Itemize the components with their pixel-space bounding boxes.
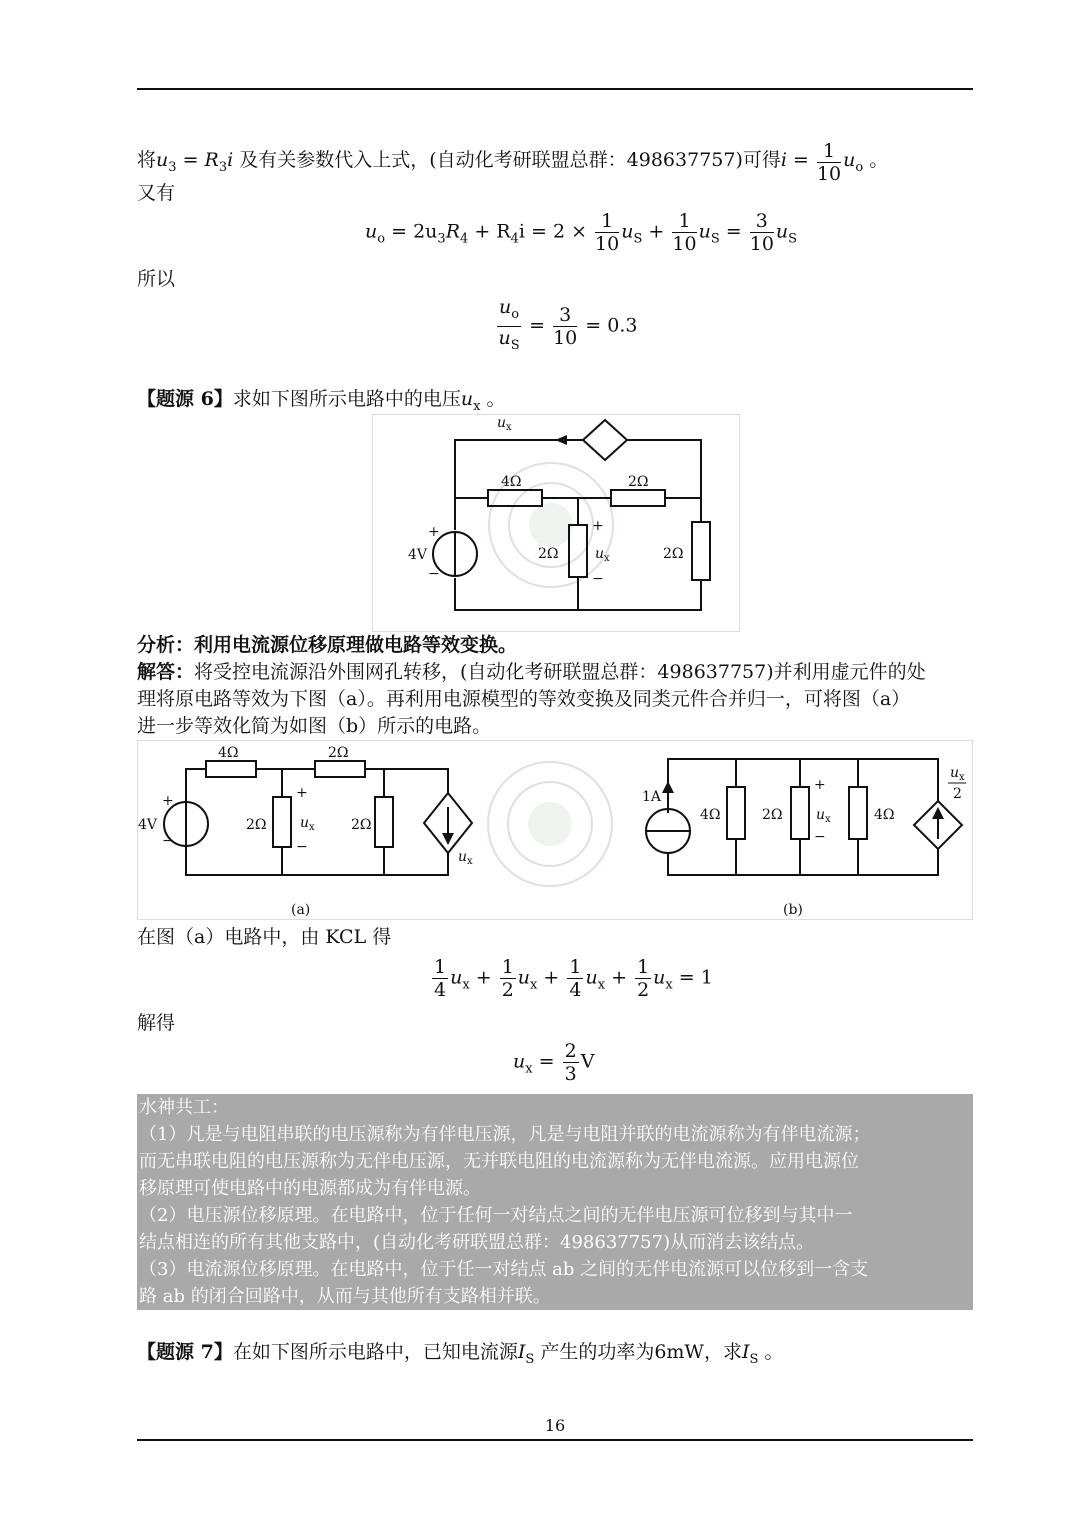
var: u: [498, 326, 511, 349]
var: u: [621, 220, 634, 243]
sub: x: [473, 398, 481, 414]
label-ux-mid-sub: x: [604, 553, 610, 564]
caption-b: (b): [783, 902, 803, 918]
youyou-line: 又有: [137, 182, 176, 204]
text: 将: [137, 149, 157, 171]
den: 4: [569, 979, 582, 1001]
sub: o: [511, 306, 520, 322]
text: 。: [480, 388, 506, 410]
text: 在如下图所示电路中，已知电流源: [232, 1341, 518, 1363]
den: 10: [749, 233, 774, 255]
label-a-4ohm: 4Ω: [218, 745, 239, 761]
jiede-line: 解得: [137, 1012, 176, 1034]
den: 3: [564, 1063, 577, 1085]
text: 产生的功率为: [534, 1341, 655, 1363]
minus-sign: −: [814, 829, 826, 845]
plus-sign: +: [296, 785, 308, 801]
watermark-logo: [488, 762, 612, 886]
label-ux-mid: u: [595, 546, 605, 562]
den: 4: [434, 979, 447, 1001]
sub: S: [788, 231, 798, 247]
fraction: [432, 956, 448, 1001]
fraction: [595, 210, 619, 255]
question-tag: 【题源 7】: [137, 1341, 233, 1363]
value: 6mW: [654, 1341, 704, 1363]
plus-sign: +: [592, 518, 604, 534]
note-line: （3）电流源位移原理。在电路中，位于任一对结点 ab 之间的无伴电流源可以位移到一含支: [139, 1259, 869, 1280]
label-ux-sub: x: [506, 422, 512, 433]
num: [497, 296, 521, 327]
num: 1: [501, 956, 514, 978]
den: 2: [637, 979, 650, 1001]
label-ux-sub: x: [825, 814, 831, 825]
num: 1: [569, 956, 582, 978]
circuit-figure-1: [372, 414, 740, 632]
var: I: [741, 1341, 750, 1363]
text: = 2u: [385, 220, 438, 243]
den: [497, 327, 521, 357]
answer-line-2: 理将原电路等效为下图（a）。再利用电源模型的等效变换及同类元件合并归一，可将图（a）: [137, 688, 911, 710]
sub: S: [633, 231, 643, 247]
fraction: [567, 956, 583, 1001]
sub: 3: [437, 231, 446, 247]
text: + R: [468, 220, 511, 243]
num: 3: [553, 304, 577, 327]
var: R: [445, 220, 460, 243]
sub: S: [525, 1351, 535, 1367]
var: u: [843, 149, 856, 171]
text: +: [469, 966, 498, 989]
sub: o: [377, 231, 386, 247]
sub: S: [510, 337, 520, 353]
sub: 3: [168, 159, 177, 175]
text: +: [642, 220, 671, 243]
note-title: 水神共工：: [139, 1097, 229, 1118]
caption-a: (a): [291, 902, 311, 918]
intro-line: [137, 140, 888, 185]
fraction: [817, 140, 841, 185]
circuit-2-svg: [138, 741, 972, 919]
text: =: [176, 149, 205, 171]
unit: V: [580, 1050, 595, 1073]
var: u: [775, 220, 789, 243]
num: 1: [817, 140, 841, 163]
minus-sign: −: [296, 839, 308, 855]
label-a-2ohm-mid: 2Ω: [246, 817, 267, 833]
label-b-1a: 1A: [642, 789, 662, 805]
text: =: [532, 1050, 561, 1073]
sub: S: [710, 231, 720, 247]
text: =: [523, 314, 552, 337]
var: i: [780, 149, 787, 171]
equation-ratio: [495, 296, 637, 357]
circuit-1-svg: [373, 415, 739, 631]
sub: x: [665, 977, 673, 993]
text: i = 2 ×: [518, 220, 594, 243]
label-b-2ohm: 2Ω: [762, 807, 783, 823]
equation-uo: [365, 210, 797, 255]
arrow-icon: [662, 781, 674, 793]
minus-sign: −: [428, 566, 440, 582]
label-ux: u: [497, 415, 507, 431]
answer-line-1: [137, 659, 926, 685]
sub: x: [530, 977, 538, 993]
var: R: [204, 149, 219, 171]
text: = 0.3: [579, 314, 638, 337]
note-line: 移原理可使电路中的电源都成为有伴电源。: [139, 1178, 481, 1199]
den: 10: [553, 326, 578, 349]
var: u: [698, 220, 711, 243]
text: =: [786, 149, 815, 171]
var: u: [460, 388, 474, 410]
sub: x: [525, 1061, 533, 1077]
den: 10: [595, 233, 620, 255]
label-2ohm-top: 2Ω: [628, 474, 649, 490]
var: i: [227, 149, 234, 171]
sub: 4: [460, 231, 469, 247]
analysis-label: 分析：: [137, 634, 195, 656]
note-line: （2）电压源位移原理。在电路中，位于任何一对结点之间的无伴电压源可位移到与其中一: [139, 1205, 853, 1226]
sub: S: [749, 1351, 759, 1367]
var: u: [517, 966, 531, 989]
text: +: [537, 966, 566, 989]
num: 1: [434, 956, 447, 978]
header-rule: [137, 88, 973, 90]
analysis-line: [137, 632, 517, 658]
var: I: [517, 1341, 526, 1363]
text: ，求: [703, 1341, 742, 1363]
plus-sign: +: [814, 777, 826, 793]
label-ux: u: [458, 849, 468, 865]
note-box: [137, 1094, 973, 1310]
minus-sign: −: [162, 833, 174, 849]
question-7: [137, 1339, 783, 1373]
analysis-text: 利用电流源位移原理做电路等效变换。: [194, 634, 518, 656]
label-ux-half-num: u: [950, 765, 960, 781]
sub: x: [462, 977, 470, 993]
label-ux-half-den: 2: [953, 786, 962, 802]
note-line: （1）凡是与电阻串联的电压源称为有伴电压源，凡是与电阻并联的电流源称为有伴电流源；: [139, 1124, 871, 1145]
label-b-4ohm-right: 4Ω: [874, 807, 895, 823]
num: 2: [564, 1040, 577, 1062]
den: 10: [672, 233, 697, 255]
label-4v: 4V: [408, 547, 428, 563]
answer-line-3: 进一步等效化简为如图（b）所示的电路。: [137, 715, 492, 737]
text: +: [605, 966, 634, 989]
var: u: [365, 220, 378, 243]
note-line: 路 ab 的闭合回路中，从而与其他所有支路相并联。: [139, 1286, 551, 1307]
var: u: [156, 149, 169, 171]
kcl-line: 在图（a）电路中，由 KCL 得: [137, 926, 392, 948]
den: 2: [501, 979, 514, 1001]
var: u: [499, 296, 512, 318]
equation-kcl: [430, 956, 713, 1001]
var: u: [653, 966, 666, 989]
label-b-4ohm-left: 4Ω: [700, 807, 721, 823]
answer-label: 解答：: [137, 661, 195, 683]
label-a-2ohm-top: 2Ω: [328, 745, 349, 761]
text: 求如下图所示电路中的电压: [232, 388, 461, 410]
label-a-4v: 4V: [138, 817, 158, 833]
den: 10: [816, 163, 842, 185]
num: 3: [750, 210, 774, 233]
fraction: [553, 304, 577, 349]
label-ux: u: [816, 807, 826, 823]
var: u: [513, 1050, 526, 1073]
var: u: [450, 966, 463, 989]
note-line: 而无串联电阻的电压源称为无伴电压源，无并联电阻的电流源称为无伴电流源。应用电源位: [139, 1151, 859, 1172]
plus-sign: +: [428, 524, 440, 540]
label-ux-sub: x: [309, 822, 315, 833]
sub: x: [597, 977, 606, 993]
fraction: [750, 210, 774, 255]
var: u: [585, 966, 598, 989]
text: 。: [758, 1341, 784, 1363]
label-a-2ohm-right: 2Ω: [351, 817, 372, 833]
page-number: 16: [544, 1416, 566, 1435]
text: = 1: [672, 966, 713, 989]
sub: 3: [218, 159, 228, 175]
num: 1: [595, 210, 619, 233]
circuit-figure-2: [137, 740, 973, 920]
text: 。: [863, 149, 889, 171]
label-2ohm-right: 2Ω: [663, 546, 684, 562]
plus-sign: +: [162, 793, 174, 809]
equation-ux: [513, 1040, 594, 1085]
minus-sign: −: [592, 571, 604, 587]
fraction: [500, 956, 516, 1001]
sub: o: [855, 159, 864, 175]
suoyi-line: 所以: [137, 268, 176, 290]
answer-text: 将受控电流源沿外围网孔转移，(自动化考研联盟总群：498637757)并利用虚元件的处: [194, 661, 926, 683]
label-ux-half-sub: x: [959, 772, 965, 783]
label-2ohm-mid: 2Ω: [538, 546, 559, 562]
label-ux-sub: x: [467, 856, 473, 867]
num: 1: [637, 956, 650, 978]
footer-rule: [137, 1439, 973, 1441]
label-4ohm: 4Ω: [501, 474, 522, 490]
fraction: [672, 210, 696, 255]
label-ux: u: [300, 815, 310, 831]
sub: 4: [510, 231, 519, 247]
fraction: [635, 956, 651, 1001]
text: =: [719, 220, 748, 243]
num: 1: [672, 210, 696, 233]
note-line: 结点相连的所有其他支路中，(自动化考研联盟总群：498637757)从而消去该结点。: [139, 1232, 815, 1253]
fraction: [497, 296, 521, 357]
question-tag: 【题源 6】: [137, 388, 233, 410]
text: 及有关参数代入上式，(自动化考研联盟总群：498637757)可得: [233, 149, 781, 171]
fraction: [563, 1040, 579, 1085]
